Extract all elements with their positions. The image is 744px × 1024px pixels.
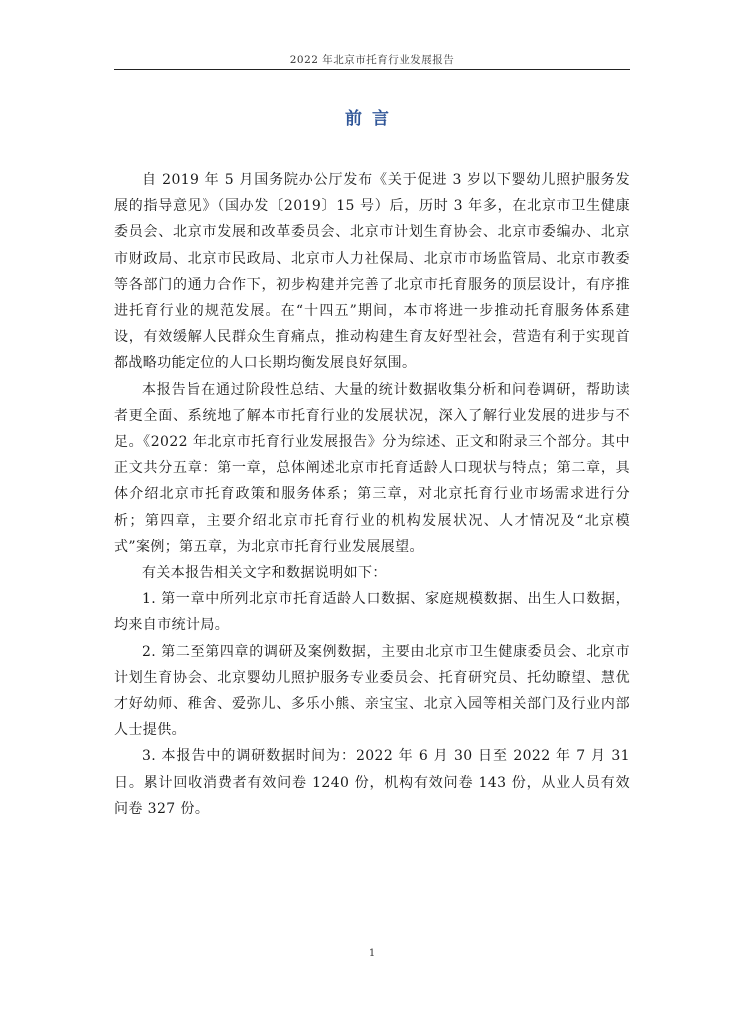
header-divider: [114, 69, 630, 70]
running-header: 2022 年北京市托育行业发展报告: [289, 54, 455, 66]
page-title: 前言: [345, 109, 399, 129]
data-note-item-3: 3. 本报告中的调研数据时间为：2022 年 6 月 30 日至 2022 年 7 月 31 日。累计回收消费者有效问卷 1240 份，机构有效问卷 143 份，从业人员有效问卷 327 份。: [114, 748, 630, 817]
paragraph-intro: 自 2019 年 5 月国务院办公厅发布《关于促进 3 岁以下婴幼儿照护服务发展的指导意见》（国办发〔2019〕15 号）后，历时 3 年多，在北京市卫生健康委员会、北京市发展和改革委员会、北京市计划生育协会、北京市委编办、北京市财政局、北京市民政局、北京市人力社保局、北京市市场监管局、北京市教委等各部门的通力合作下，初步构建并完善了北京市托育服务的顶层设计，有序推进托育行业的规范发展。在“十四五”期间，本市将进一步推动托育服务体系建设，有效缓解人民群众生育痛点，推动构建生育友好型社会，营造有利于实现首都战略功能定位的人口长期均衡发展良好氛围。: [114, 172, 630, 372]
paragraph-data-note-heading: 有关本报告相关文字和数据说明如下：: [142, 565, 387, 582]
page-number: 1: [368, 948, 376, 959]
paragraph-structure: 本报告旨在通过阶段性总结、大量的统计数据收集分析和问卷调研，帮助读者更全面、系统地了解本市托育行业的发展状况，深入了解行业发展的进步与不足。《2022 年北京市托育行业发展报告》分为综述、正文和附录三个部分。其中正文共分五章：第一章，总体阐述北京市托育适龄人口现状与特点；第二章，具体介绍北京市托育政策和服务体系；第三章，对北京托育行业市场需求进行分析；第四章，主要介绍北京市托育行业的机构发展状况、人才情况及“北京模式”案例；第五章，为北京市托育行业发展展望。: [114, 381, 630, 555]
body-text: [114, 167, 630, 822]
data-note-item-2: 2. 第二至第四章的调研及案例数据，主要由北京市卫生健康委员会、北京市计划生育协会、北京婴幼儿照护服务专业委员会、托育研究员、托幼瞭望、慧优才好幼师、稚舍、爱弥儿、多乐小熊、亲宝宝、北京入园等相关部门及行业内部人士提供。: [114, 643, 630, 739]
data-note-item-1: 1. 第一章中所列北京市托育适龄人口数据、家庭规模数据、出生人口数据，均来自市统计局。: [114, 591, 630, 634]
